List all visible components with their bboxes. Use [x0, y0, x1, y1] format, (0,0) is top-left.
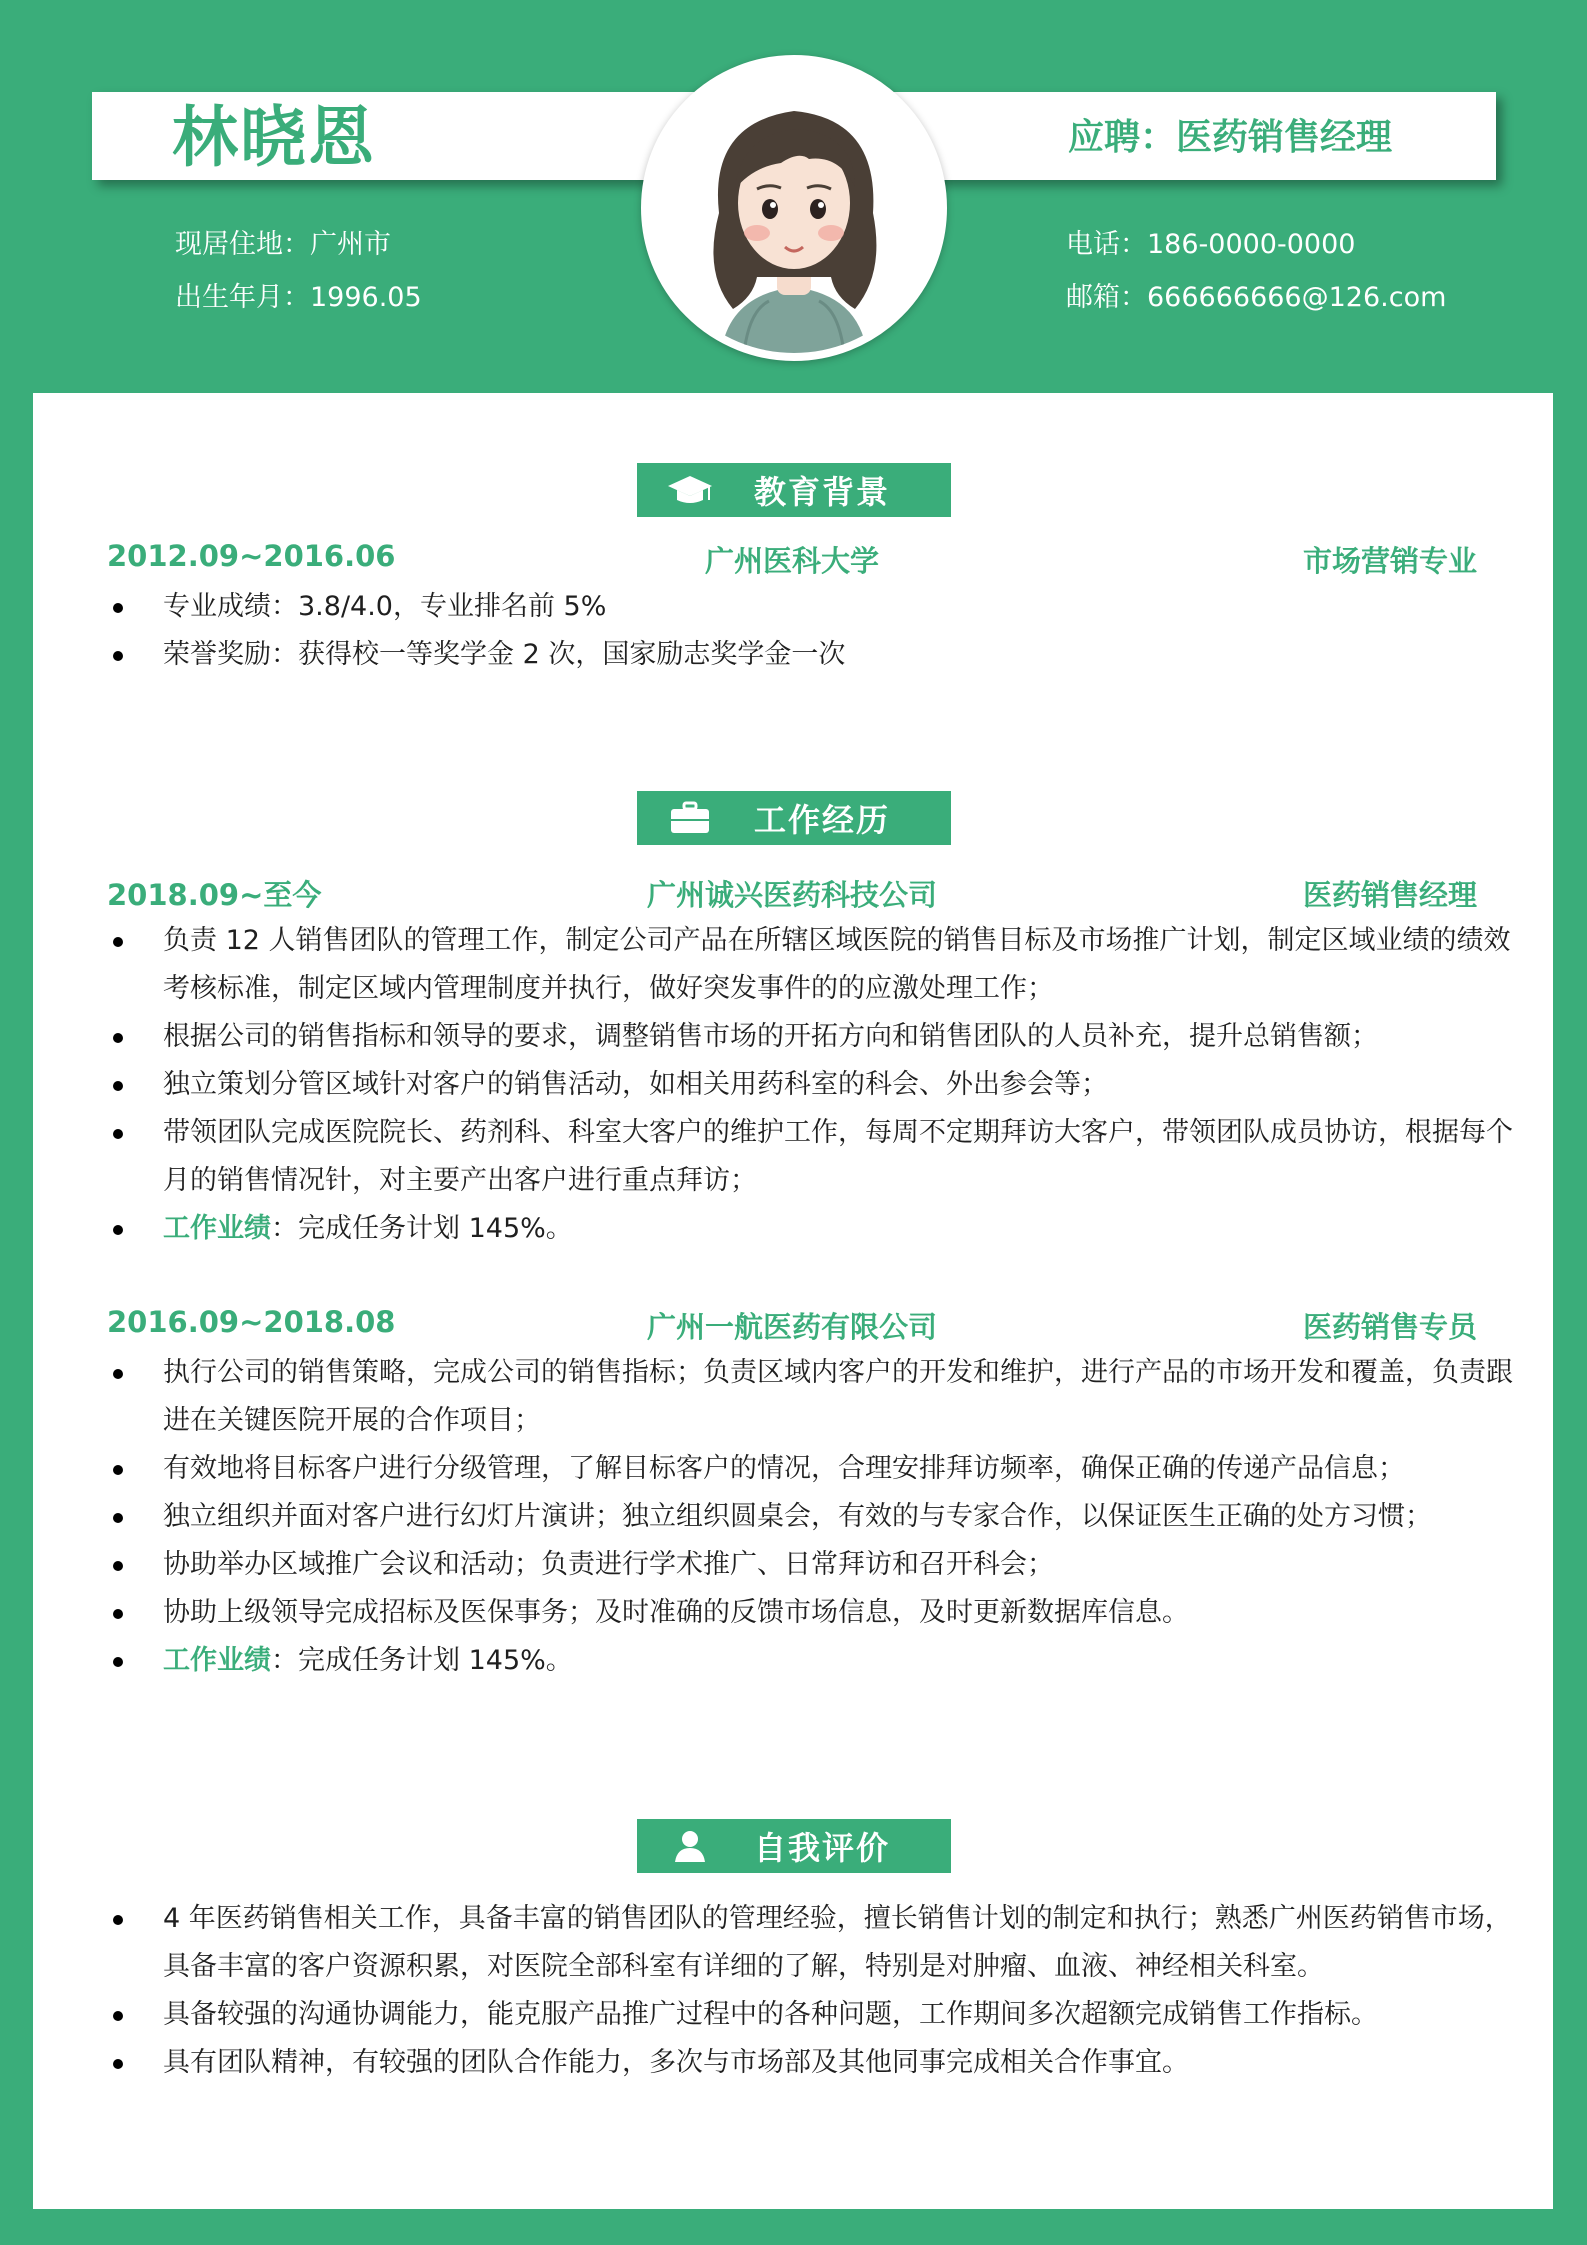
list-item: 专业成绩：3.8/4.0，专业排名前 5%: [107, 583, 1527, 631]
job-period: 2018.09~至今: [107, 878, 322, 912]
performance-label: 工作业绩: [163, 1213, 271, 1244]
school-name: 广州医科大学: [704, 544, 879, 578]
company-name: 广州诚兴医药科技公司: [646, 878, 937, 912]
education-period: 2012.09~2016.06: [107, 539, 396, 573]
content-panel: [33, 393, 1553, 2209]
graduation-cap-icon: [667, 472, 713, 508]
job-period: 2016.09~2018.08: [107, 1305, 396, 1339]
education-entry-header: [107, 539, 1477, 579]
list-item: 负责 12 人销售团队的管理工作，制定公司产品在所辖区域医院的销售目标及市场推广计划，制定区域业绩的绩效考核标准，制定区域内管理制度并执行，做好突发事件的的应激处理工作；: [107, 917, 1527, 1013]
list-item: 执行公司的销售策略，完成公司的销售指标；负责区域内客户的开发和维护，进行产品的市场开发和覆盖，负责跟进在关键医院开展的合作项目；: [107, 1349, 1527, 1445]
user-icon: [667, 1828, 713, 1864]
list-item: 带领团队完成医院院长、药剂科、科室大客户的维护工作，每周不定期拜访大客户，带领团队成员协访，根据每个月的销售情况针，对主要产出客户进行重点拜访；: [107, 1109, 1527, 1205]
self-eval-list: [107, 1895, 1527, 2087]
briefcase-icon: [667, 800, 713, 836]
birth-date: 出生年月：1996.05: [175, 281, 422, 313]
job-duty-list: [107, 917, 1527, 1253]
list-item: 协助上级领导完成招标及医保事务；及时准确的反馈市场信息，及时更新数据库信息。: [107, 1589, 1527, 1637]
company-name: 广州一航医药有限公司: [646, 1310, 937, 1344]
phone: 电话：186-0000-0000: [1066, 228, 1356, 260]
section-title-self-eval: [637, 1819, 951, 1873]
contact-info: [1066, 218, 1446, 324]
performance-text: ：完成任务计划 145%。: [271, 1213, 573, 1244]
list-item-performance: [107, 1205, 1527, 1253]
list-item: 独立策划分管区域针对客户的销售活动，如相关用药科室的科会、外出参会等；: [107, 1061, 1527, 1109]
email: 邮箱：666666666@126.com: [1066, 281, 1447, 313]
major: 市场营销专业: [1302, 544, 1477, 578]
job-position: 医药销售经理: [1302, 878, 1477, 912]
section-title-work: [637, 791, 951, 845]
performance-label: 工作业绩: [163, 1645, 271, 1676]
section-title-label: 自我评价: [753, 1829, 890, 1867]
section-title-label: 教育背景: [753, 473, 890, 511]
performance-text: ：完成任务计划 145%。: [271, 1645, 573, 1676]
list-item-performance: [107, 1637, 1527, 1685]
job-duty-list: [107, 1349, 1527, 1685]
list-item: 独立组织并面对客户进行幻灯片演讲；独立组织圆桌会，有效的与专家合作，以保证医生正确的处方习惯；: [107, 1493, 1527, 1541]
job-position: 医药销售专员: [1302, 1310, 1477, 1344]
location: 现居住地：广州市: [175, 228, 391, 260]
list-item: 根据公司的销售指标和领导的要求，调整销售市场的开拓方向和销售团队的人员补充，提升总销售额；: [107, 1013, 1527, 1061]
education-list: [107, 583, 1527, 679]
list-item: 协助举办区域推广会议和活动；负责进行学术推广、日常拜访和召开科会；: [107, 1541, 1527, 1589]
job-entry-header: [107, 1305, 1477, 1345]
list-item: 有效地将目标客户进行分级管理，了解目标客户的情况，合理安排拜访频率，确保正确的传递产品信息；: [107, 1445, 1527, 1493]
list-item: 荣誉奖励：获得校一等奖学金 2 次，国家励志奖学金一次: [107, 631, 1527, 679]
job-entry-header: [107, 873, 1477, 913]
personal-info-left: [175, 218, 422, 324]
job-target: 应聘：医药销售经理: [1067, 117, 1392, 158]
avatar: [641, 55, 947, 361]
section-title-label: 工作经历: [753, 801, 890, 839]
list-item: 具备较强的沟通协调能力，能克服产品推广过程中的各种问题，工作期间多次超额完成销售工作指标。: [107, 1991, 1527, 2039]
list-item: 具有团队精神，有较强的团队合作能力，多次与市场部及其他同事完成相关合作事宜。: [107, 2039, 1527, 2087]
candidate-name: 林晓恩: [172, 99, 376, 176]
list-item: 4 年医药销售相关工作，具备丰富的销售团队的管理经验，擅长销售计划的制定和执行；熟悉广州医药销售市场，具备丰富的客户资源积累，对医院全部科室有详细的了解，特别是对肿瘤、血液、神经相关科室。: [107, 1895, 1527, 1991]
section-title-education: [637, 463, 951, 517]
